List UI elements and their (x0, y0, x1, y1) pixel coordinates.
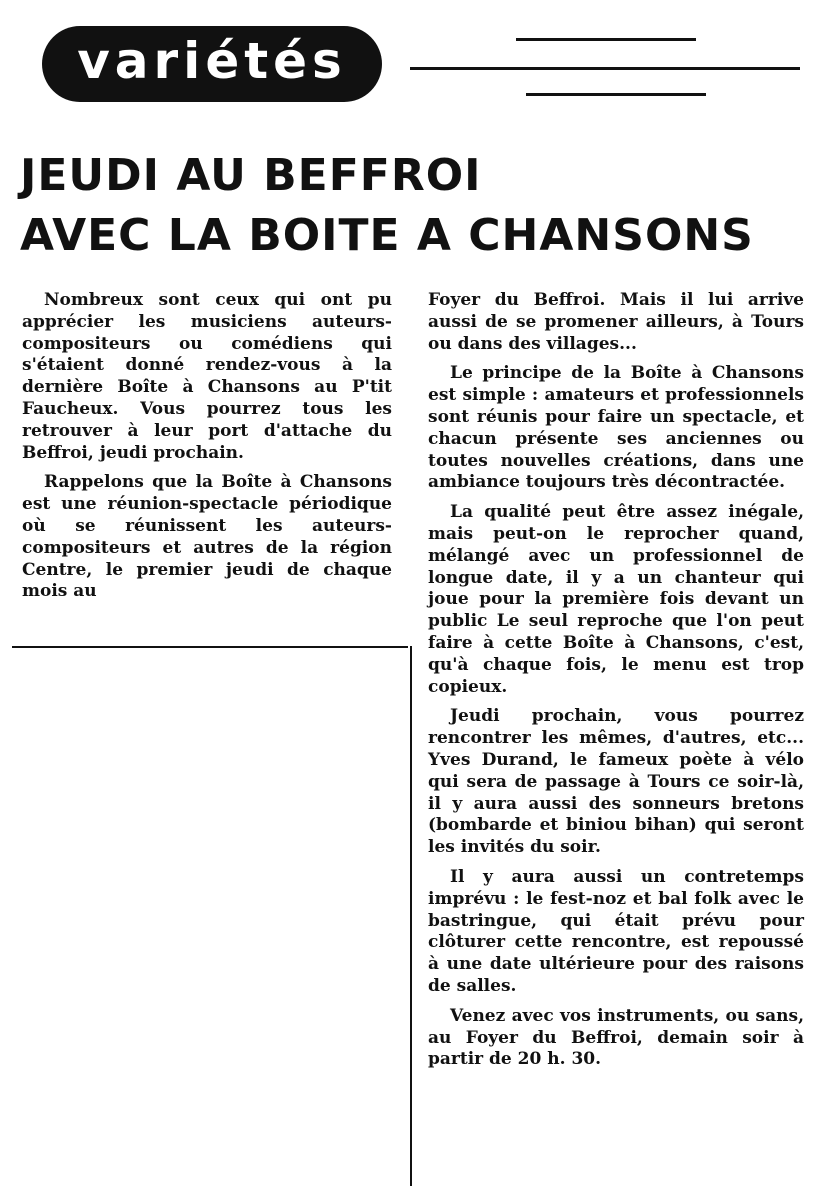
paragraph: Venez avec vos instruments, ou sans, au Foyer du Beffroi, demain soir à partir de 20 h. 30. (428, 1005, 804, 1070)
paragraph: Nombreux sont ceux qui ont pu apprécier les musiciens auteurs-compositeurs ou comédiens qui s'étaient donné rendez-vous à la dernière Boîte à Chansons au P'tit Faucheux. Vous pourrez tous les retrouver à leur port d'attache du Beffroi, jeudi prochain. (22, 290, 392, 463)
header-rule-bottom (526, 93, 706, 96)
article-column-left (22, 290, 392, 611)
paragraph: Rappelons que la Boîte à Chansons est une réunion-spectacle périodique où se réunissent les auteurs-compositeurs et autres de la région Centre, le premier jeudi de chaque mois au (22, 472, 392, 602)
paragraph: Foyer du Beffroi. Mais il lui arrive aussi de se promener ailleurs, à Tours ou dans des villages... (428, 290, 804, 354)
paragraph: La qualité peut être assez inégale, mais peut-on le reprocher quand, mélangé avec un professionnel de longue date, il y a un chanteur qui joue pour la première fois devant un public Le seul reproche que l'on peut faire à cette Boîte à Chansons, c'est, qu'à chaque fois, le menu est trop copieux. (428, 502, 804, 697)
headline-line-1: JEUDI AU BEFFROI (20, 150, 482, 201)
section-label: variétés (77, 32, 347, 90)
section-badge (42, 26, 382, 102)
headline-line-2: AVEC LA BOITE A CHANSONS (20, 210, 754, 261)
headline (20, 146, 754, 266)
header-rule-middle (410, 67, 800, 70)
header-rule-top (516, 38, 696, 41)
paragraph: Le principe de la Boîte à Chansons est simple : amateurs et professionnels sont réunis pour faire un spectacle, et chacun présente ses anciennes ou toutes nouvelles créations, dans une ambiance toujours très décontractée. (428, 363, 804, 493)
paragraph: Il y aura aussi un contretemps imprévu : le fest-noz et bal folk avec le bastringue, qui était prévu pour clôturer cette rencontre, est repoussé à une date ultérieure pour des raisons de salles. (428, 866, 804, 996)
paragraph: Jeudi prochain, vous pourrez rencontrer les mêmes, d'autres, etc... Yves Durand, le fameux poète à vélo qui sera de passage à Tours ce soir-là, il y aura aussi des sonneurs bretons (bombarde et biniou bihan) qui seront les invités du soir. (428, 706, 804, 858)
column-divider (410, 646, 412, 1186)
article-column-right (428, 290, 804, 1079)
column-end-rule (12, 646, 408, 648)
